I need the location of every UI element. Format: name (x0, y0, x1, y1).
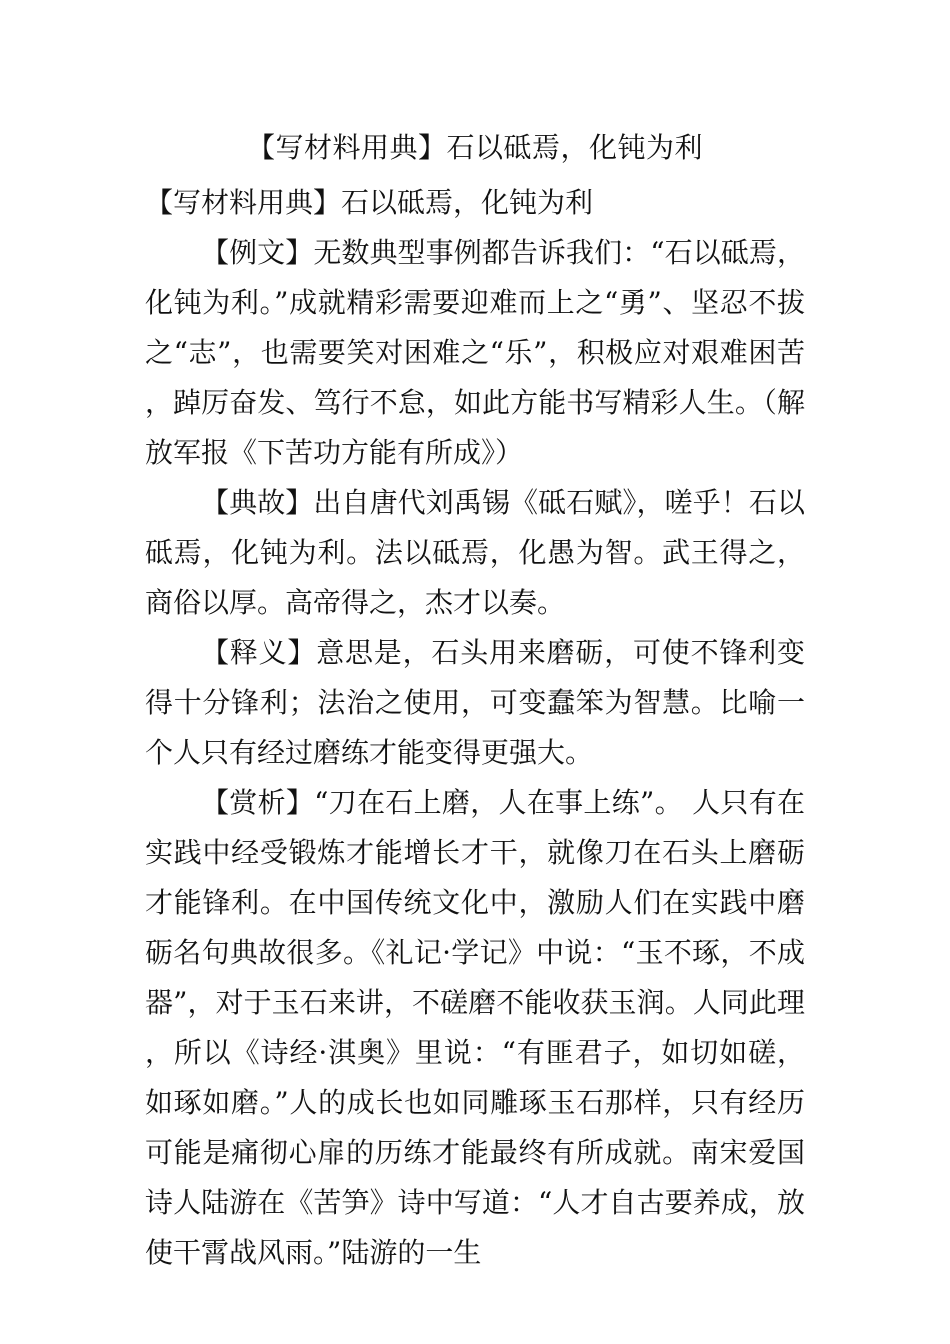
paragraph-example: 【例文】无数典型事例都告诉我们：“石以砥焉，化钝为利。”成就精彩需要迎难而上之“勇”、坚忍不拔之“志”，也需要笑对困难之“乐”，积极应对艰难困苦，踔厉奋发、笃行不怠，如此方能书写精彩人生。（解放军报《下苦功方能有所成》） (145, 236, 805, 469)
paragraph-meaning: 【释义】意思是，石头用来磨砺，可使不锋利变得十分锋利；法治之使用，可变蠢笨为智慧。比喻一个人只有经过磨练才能变得更强大。 (145, 636, 805, 769)
section-heading: 【写材料用典】石以砥焉，化钝为利 (145, 186, 594, 219)
document-title: 【写材料用典】石以砥焉，化钝为利 (246, 131, 703, 164)
paragraph-appreciation: 【赏析】“刀在石上磨，人在事上练”。 人只有在实践中经受锻炼才能增长才干，就像刀在石头上磨砺才能锋利。在中国传统文化中，激励人们在实践中磨砺名句典故很多。《礼记·学记》中说：“玉不琢，不成器”，对于玉石来讲，不磋磨不能收获玉润。人同此理，所以《诗经·淇奥》里说：“有匪君子，如切如磋，如琢如磨。”人的成长也如同雕琢玉石那样，只有经历可能是痛彻心扉的历练才能最终有所成就。南宋爱国诗人陆游在《苦笋》诗中写道：“人才自古要养成，放使干霄战风雨。”陆游的一生 (145, 786, 805, 1269)
paragraph-allusion: 【典故】出自唐代刘禹锡《砥石赋》，嗟乎！石以砥焉，化钝为利。法以砥焉，化愚为智。武王得之，商俗以厚。高帝得之，杰才以奏。 (145, 486, 805, 619)
document-body (145, 178, 805, 1278)
